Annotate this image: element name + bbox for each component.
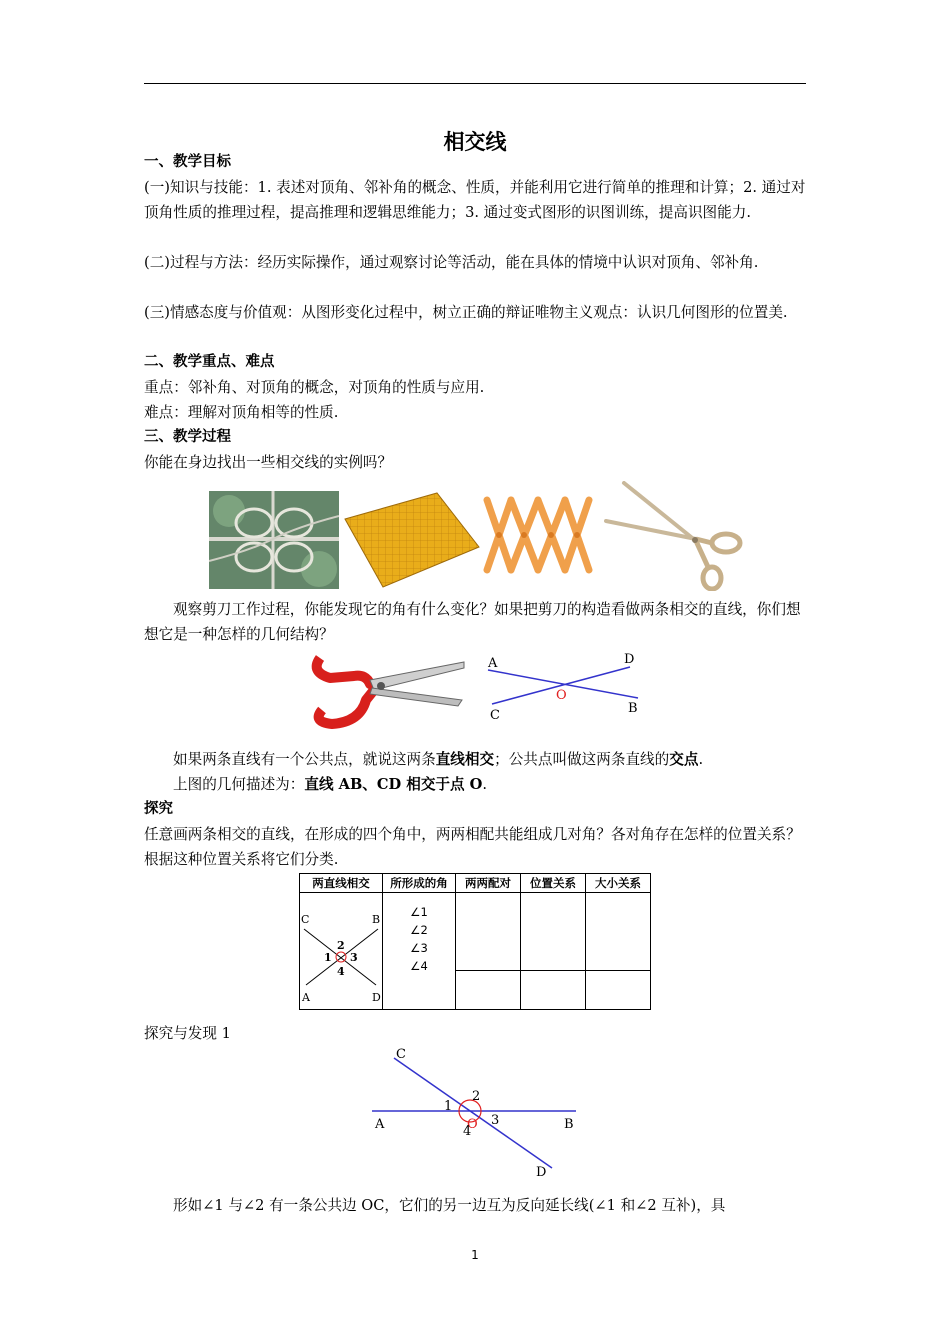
table-header: 两直线相交 bbox=[300, 874, 383, 893]
angle-label-3: 3 bbox=[350, 951, 358, 964]
angle-2: ∠2 bbox=[410, 923, 428, 937]
table-blank-cell bbox=[586, 893, 651, 971]
angle-label-2: 2 bbox=[337, 939, 345, 952]
grid-board-photo bbox=[343, 491, 480, 589]
line-cd bbox=[394, 1058, 552, 1168]
page-number: 1 bbox=[471, 1248, 479, 1262]
label-b: B bbox=[372, 913, 381, 926]
table-header: 所形成的角 bbox=[383, 874, 456, 893]
intersecting-lines-figure bbox=[482, 648, 642, 724]
goal-knowledge: (一)知识与技能：1. 表述对顶角、邻补角的概念、性质，并能利用它进行简单的推理和计算；2. 通过对顶角性质的推理过程，提高推理和逻辑思维能力；3. 通过变式图形的识图训练，提高识图能力. bbox=[144, 179, 806, 221]
silver-scissors-photo bbox=[604, 481, 744, 591]
angle-1: ∠1 bbox=[410, 905, 428, 919]
difficult-point: 难点：理解对顶角相等的性质. bbox=[144, 404, 339, 421]
table-header: 位置关系 bbox=[521, 874, 586, 893]
explore-heading: 探究 bbox=[144, 801, 173, 817]
angles-list-cell bbox=[383, 893, 456, 1010]
section-heading-goals: 一、教学目标 bbox=[144, 154, 231, 170]
red-scissors-illustration bbox=[308, 648, 468, 730]
definition-text: 如果两条直线有一个公共点，就说这两条直线相交；公共点叫做这两条直线的交点. bbox=[173, 751, 704, 768]
label-d: D bbox=[624, 652, 635, 667]
label-d: D bbox=[536, 1165, 547, 1178]
angle-label-4: 4 bbox=[463, 1124, 472, 1139]
angle-3: ∠3 bbox=[410, 941, 428, 955]
adjacent-angle-text: 形如∠1 与∠2 有一条公共边 OC，它们的另一边互为反向延长线(∠1 和∠2 互补)，具 bbox=[173, 1197, 726, 1214]
label-b: B bbox=[564, 1117, 574, 1132]
header-rule bbox=[144, 83, 806, 84]
table-intersection-figure bbox=[300, 893, 382, 1005]
angle-label-1: 1 bbox=[324, 951, 332, 964]
adjacent-angles-figure bbox=[370, 1042, 580, 1178]
angle-label-1: 1 bbox=[444, 1099, 453, 1114]
label-a: A bbox=[375, 1117, 385, 1132]
question-text: 你能在身边找出一些相交线的实例吗？ bbox=[144, 454, 393, 471]
lattice-photo bbox=[483, 494, 593, 576]
angle-label-4: 4 bbox=[337, 965, 345, 978]
label-c: C bbox=[301, 913, 310, 926]
table-blank-cell bbox=[456, 893, 521, 971]
goal-process: (二)过程与方法：经历实际操作，通过观察讨论等活动，能在具体的情境中认识对顶角、邻补角. bbox=[144, 254, 759, 271]
page-title: 相交线 bbox=[443, 130, 507, 154]
angle-label-2: 2 bbox=[472, 1089, 481, 1104]
table-figure-cell bbox=[300, 893, 383, 1010]
label-o: O bbox=[556, 688, 567, 703]
label-c: C bbox=[490, 708, 500, 723]
angle-classification-table bbox=[299, 873, 651, 1010]
interchange-photo bbox=[209, 491, 339, 589]
label-b: B bbox=[628, 701, 638, 716]
observe-scissors-text: 观察剪刀工作过程，你能发现它的角有什么变化？如果把剪刀的构造看做两条相交的直线，你们想想它是一种怎样的几何结构？ bbox=[144, 601, 801, 643]
angle-label-3: 3 bbox=[491, 1113, 500, 1128]
table-header: 两两配对 bbox=[456, 874, 521, 893]
key-point: 重点：邻补角、对顶角的概念，对顶角的性质与应用. bbox=[144, 379, 485, 396]
table-header: 大小关系 bbox=[586, 874, 651, 893]
geometric-description: 上图的几何描述为：直线 AB、CD 相交于点 O. bbox=[173, 776, 488, 793]
explore-text: 任意画两条相交的直线，在形成的四个角中，两两相配共能组成几对角？各对角存在怎样的位置关系？根据这种位置关系将它们分类. bbox=[144, 826, 801, 868]
label-a: A bbox=[488, 656, 498, 671]
discover-heading: 探究与发现 1 bbox=[144, 1025, 231, 1042]
label-o: O bbox=[467, 1117, 478, 1132]
table-blank-cell bbox=[521, 971, 586, 1010]
table-blank-cell bbox=[521, 893, 586, 971]
label-d: D bbox=[372, 991, 381, 1004]
section-heading-keypoints: 二、教学重点、难点 bbox=[144, 354, 275, 370]
label-c: C bbox=[396, 1047, 406, 1062]
label-a: A bbox=[302, 991, 310, 1004]
section-heading-process: 三、教学过程 bbox=[144, 429, 231, 445]
table-blank-cell bbox=[586, 971, 651, 1010]
angle-4: ∠4 bbox=[410, 959, 428, 973]
table-blank-cell bbox=[456, 971, 521, 1010]
goal-attitude: (三)情感态度与价值观：从图形变化过程中，树立正确的辩证唯物主义观点：认识几何图形的位置美. bbox=[144, 304, 788, 321]
